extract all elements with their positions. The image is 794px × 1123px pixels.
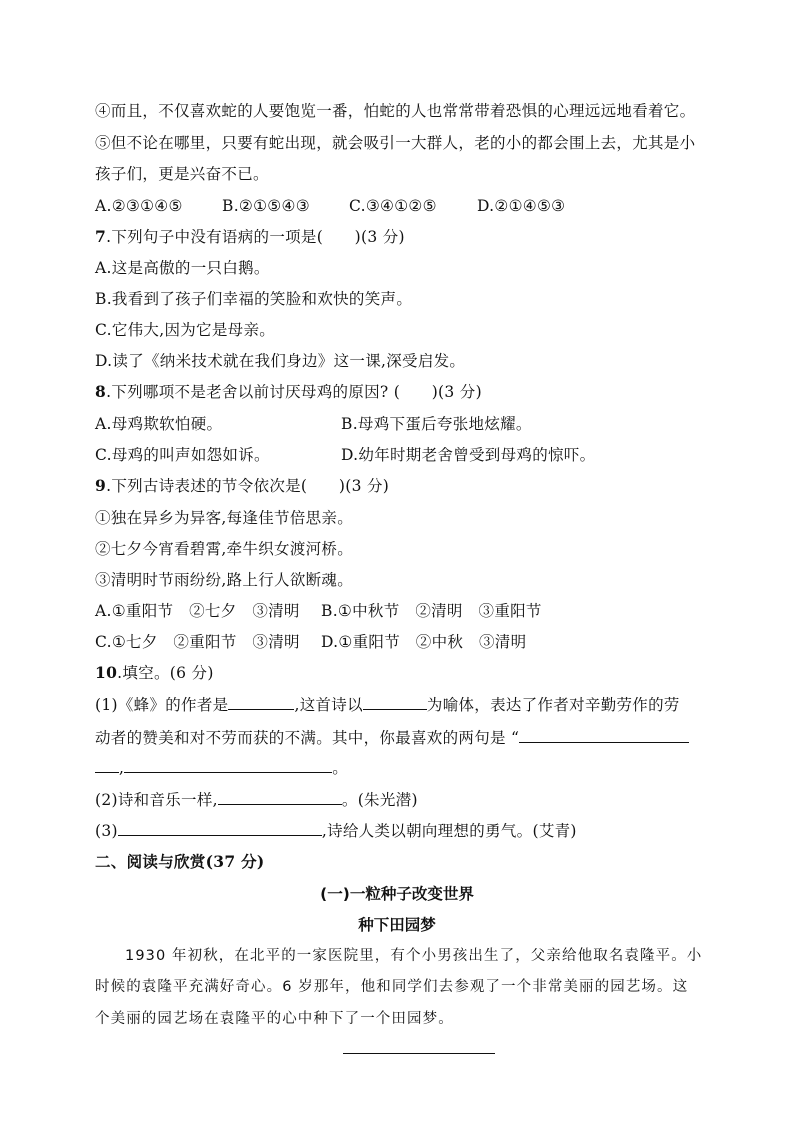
q6-option-d[interactable]: D.②①④⑤③ (477, 197, 566, 215)
q10-part1-line2-text: 动者的赞美和对不劳而获的不满。其中，你最喜欢的两句是 “ (95, 729, 520, 747)
q7-option-a[interactable]: A.这是高傲的一只白鹅。 (95, 259, 270, 277)
q8-number: 8 (95, 382, 107, 401)
q10-blank-zhuguangqian[interactable] (218, 789, 342, 805)
passage-line-1: 1930 年初秋，在北平的一家医院里，有个小男孩出生了，父亲给他取名袁隆平。小 (125, 948, 703, 964)
q6-option-b[interactable]: B.②①⑤④③ (222, 197, 310, 215)
q8-stem-text: .下列哪项不是老舍以前讨厌母鸡的原因? ( )(3 分) (106, 383, 482, 401)
q8-option-d[interactable]: D.幼年时期老舍曾受到母鸡的惊吓。 (341, 446, 596, 464)
q10-part1-end: 。 (332, 759, 349, 777)
q10-blank-favorite-line1-end[interactable] (95, 757, 119, 773)
section-heading: 二、阅读与欣赏(37 分) (95, 852, 265, 871)
q9-option-a[interactable]: A.①重阳节 ②七夕 ③清明 (95, 602, 300, 620)
q8-option-b[interactable]: B.母鸡下蛋后夸张地炫耀。 (341, 415, 532, 433)
q9-option-b[interactable]: B.①中秋节 ②清明 ③重阳节 (321, 602, 542, 620)
q7-option-c[interactable]: C.它伟大,因为它是母亲。 (95, 321, 276, 339)
q9-poem-1: ①独在异乡为异客,每逢佳节倍思亲。 (95, 509, 354, 527)
q10-blank-metaphor[interactable] (363, 694, 427, 710)
q6-option-a[interactable]: A.②③①④⑤ (95, 197, 183, 215)
q6-item-5-line2: 孩子们，更是兴奋不已。 (95, 165, 269, 183)
q10-part2-text-b: 。(朱光潜) (341, 791, 418, 809)
q10-stem (95, 662, 700, 684)
q10-part3-text-a: (3) (95, 822, 118, 840)
q9-poem-3: ③清明时节雨纷纷,路上行人欲断魂。 (95, 571, 354, 589)
q9-option-c[interactable]: C.①七夕 ②重阳节 ③清明 (95, 633, 300, 651)
q10-part2-text-a: (2)诗和音乐一样, (95, 791, 218, 809)
q10-blank-favorite-line1-start[interactable] (519, 727, 689, 743)
q10-part1-line3 (95, 757, 700, 779)
passage-line-3: 个美丽的园艺场在袁隆平的心中种下了一个田园梦。 (95, 1011, 454, 1027)
q7-stem (95, 226, 700, 248)
q10-blank-author[interactable] (228, 694, 294, 710)
q9-stem-text: .下列古诗表述的节令依次是( )(3 分) (106, 477, 390, 495)
q7-option-b[interactable]: B.我看到了孩子们幸福的笑脸和欢快的笑声。 (95, 290, 413, 308)
q10-part3-text-b: ,诗给人类以朝向理想的勇气。(艾青) (321, 822, 577, 840)
passage-title: 种下田园梦 (358, 916, 436, 934)
q9-option-d[interactable]: D.①重阳节 ②中秋 ③清明 (321, 633, 527, 651)
q7-stem-text: .下列句子中没有语病的一项是( )(3 分) (106, 228, 405, 246)
q10-part2 (95, 789, 700, 811)
q6-option-c[interactable]: C.③④①②⑤ (349, 197, 437, 215)
q7-option-d[interactable]: D.读了《纳米技术就在我们身边》这一课,深受启发。 (95, 352, 466, 370)
q6-item-5-line1: ⑤但不论在哪里，只要有蛇出现，就会吸引一大群人，老的小的都会围上去，尤其是小 (95, 134, 696, 152)
q10-part1-line1 (95, 694, 700, 716)
q9-number: 9 (95, 476, 107, 495)
q8-option-c[interactable]: C.母鸡的叫声如怨如诉。 (95, 446, 270, 464)
q10-stem-text: .填空。(6 分) (117, 664, 214, 682)
footer-divider (343, 1053, 495, 1054)
q10-part3 (95, 820, 700, 842)
q8-option-a[interactable]: A.母鸡欺软怕硬。 (95, 415, 223, 433)
q6-item-4: ④而且，不仅喜欢蛇的人要饱览一番，怕蛇的人也常常带着恐惧的心理远远地看着它。 (95, 102, 696, 120)
q10-part1-text-c: 为喻体，表达了作者对辛勤劳作的劳 (426, 696, 680, 714)
q10-part1-line2 (95, 727, 700, 749)
q10-part1-comma: , (119, 759, 125, 777)
q10-blank-favorite-line2[interactable] (124, 757, 332, 773)
passage-subheading: (一)一粒种子改变世界 (320, 885, 474, 903)
q7-number: 7 (95, 227, 107, 246)
q9-poem-2: ②七夕今宵看碧霄,牵牛织女渡河桥。 (95, 540, 354, 558)
q10-part1-text-b: ,这首诗以 (294, 696, 363, 714)
q10-blank-aiqing[interactable] (118, 820, 322, 836)
q10-number: 10 (95, 663, 118, 682)
q8-stem (95, 381, 700, 403)
passage-line-2: 时候的袁隆平充满好奇心。6 岁那年，他和同学们去参观了一个非常美丽的园艺场。这 (95, 979, 689, 995)
q9-stem (95, 475, 700, 497)
q10-part1-text-a: (1)《蜂》的作者是 (95, 696, 229, 714)
